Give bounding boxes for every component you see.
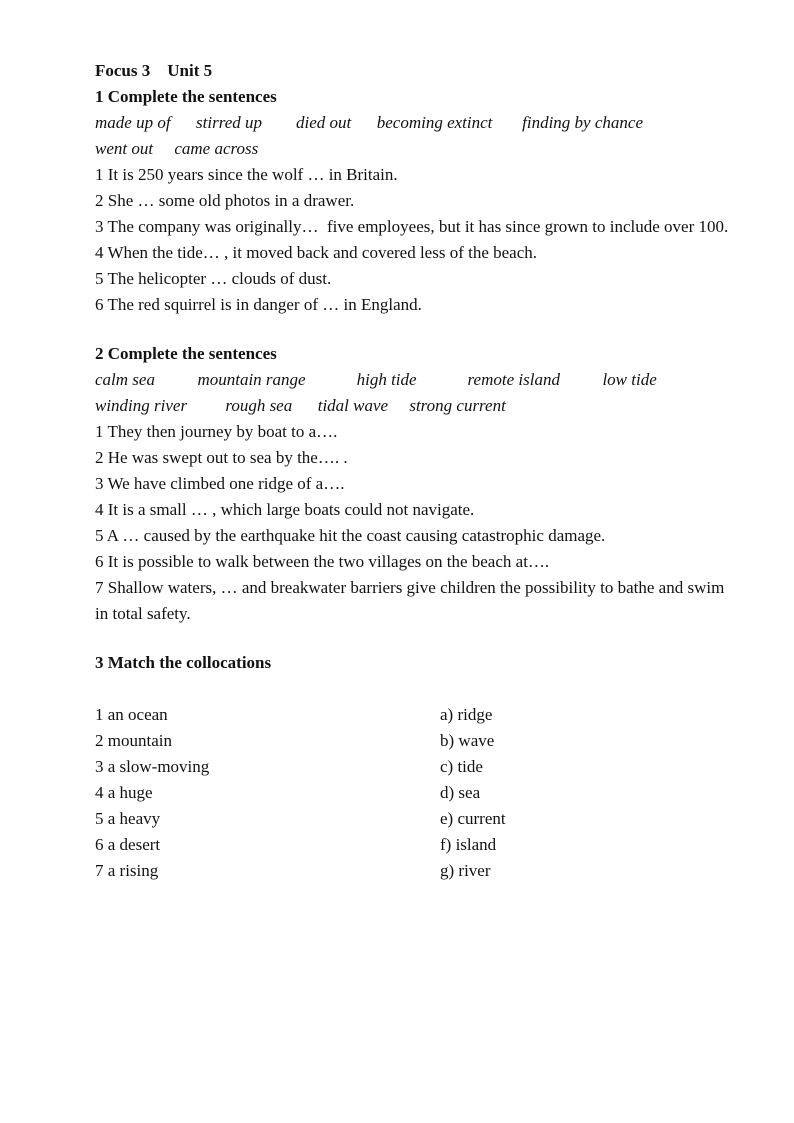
match-right-item: e) current (440, 809, 506, 828)
exercise-1-sentence: 2 She … some old photos in a drawer. (95, 191, 355, 210)
exercise-3 (95, 650, 741, 884)
exercise-2-sentence: 2 He was swept out to sea by the…. . (95, 448, 348, 467)
match-left-item: 6 a desert (95, 835, 161, 854)
match-right-item: g) river (440, 861, 491, 880)
match-right-item: a) ridge (440, 705, 493, 724)
exercise-1-sentence: 1 It is 250 years since the wolf … in Britain. (95, 165, 398, 184)
exercise-1 (95, 84, 741, 318)
exercise-1-heading: 1 Complete the sentences (95, 87, 277, 106)
match-right-item: b) wave (440, 731, 495, 750)
match-left-item: 1 an ocean (95, 705, 168, 724)
match-left-item: 2 mountain (95, 731, 172, 750)
match-row (95, 780, 741, 806)
page-title: Focus 3 Unit 5 (95, 61, 213, 80)
worksheet-content (95, 58, 741, 884)
match-left-item: 3 a slow-moving (95, 757, 210, 776)
match-left-item: 5 a heavy (95, 809, 161, 828)
exercise-1-sentence: 6 The red squirrel is in danger of … in England. (95, 295, 422, 314)
match-row (95, 806, 741, 832)
exercise-1-sentence: 4 When the tide… , it moved back and covered less of the beach. (95, 243, 538, 262)
exercise-3-heading: 3 Match the collocations (95, 653, 272, 672)
match-left-item: 4 a huge (95, 783, 153, 802)
exercise-2-word-bank-line: calm sea mountain range high tide remote island low tide (95, 370, 657, 389)
match-row (95, 702, 741, 728)
exercise-2-sentence: 1 They then journey by boat to a…. (95, 422, 338, 441)
exercise-2-sentence: 7 Shallow waters, … and breakwater barriers give children the possibility to bathe and swim in total safety. (95, 578, 729, 623)
exercise-1-word-bank-line: went out came across (95, 139, 259, 158)
collocation-match-table (95, 702, 741, 884)
match-left-item: 7 a rising (95, 861, 159, 880)
exercise-2-sentence: 6 It is possible to walk between the two villages on the beach at…. (95, 552, 550, 571)
match-right-item: c) tide (440, 757, 483, 776)
match-right-item: d) sea (440, 783, 481, 802)
exercise-1-word-bank-line: made up of stirred up died out becoming extinct finding by chance (95, 113, 643, 132)
match-row (95, 858, 741, 884)
match-right-item: f) island (440, 835, 497, 854)
match-row (95, 832, 741, 858)
exercise-2-sentence: 3 We have climbed one ridge of a…. (95, 474, 345, 493)
exercise-1-sentence: 5 The helicopter … clouds of dust. (95, 269, 332, 288)
exercise-2-sentence: 4 It is a small … , which large boats could not navigate. (95, 500, 475, 519)
exercise-2-word-bank-line: winding river rough sea tidal wave strong current (95, 396, 506, 415)
match-row (95, 728, 741, 754)
match-row (95, 754, 741, 780)
exercise-1-sentence: 3 The company was originally… five employees, but it has since grown to include over 100. (95, 217, 729, 236)
exercise-2-heading: 2 Complete the sentences (95, 344, 277, 363)
exercise-2-sentence: 5 A … caused by the earthquake hit the coast causing catastrophic damage. (95, 526, 606, 545)
exercise-2 (95, 341, 741, 627)
